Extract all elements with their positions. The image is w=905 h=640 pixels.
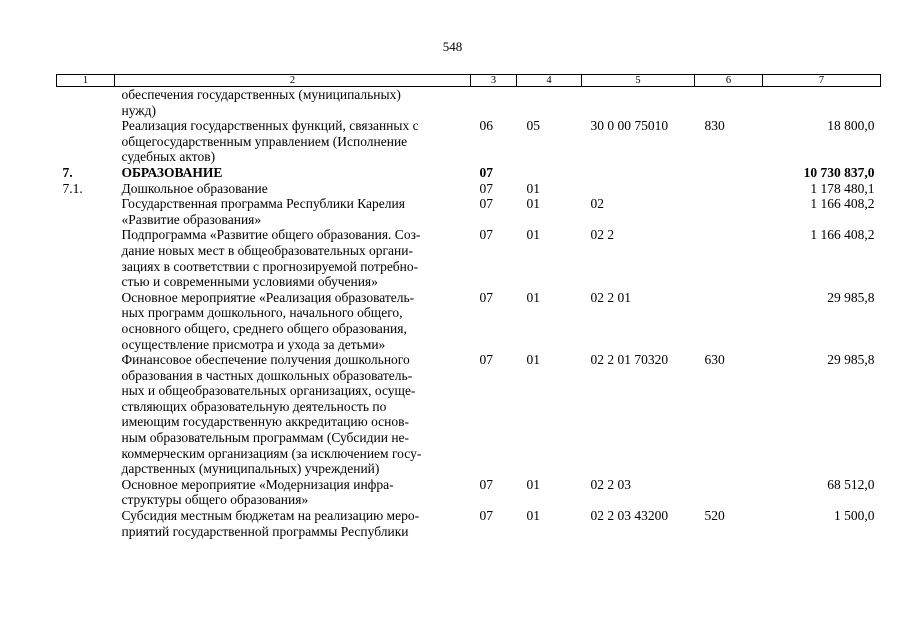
item-name-line: Основное мероприятие «Реализация образователь- — [121, 289, 415, 305]
subsection-code: 01 — [526, 227, 540, 243]
table-row — [57, 508, 881, 539]
item-name-line: структуры общего образования» — [121, 492, 309, 508]
row-number: 7.1. — [62, 180, 83, 196]
amount: 1 178 480,1 — [810, 180, 875, 196]
target-article-code: 02 2 — [590, 227, 615, 243]
item-name-line: образования в частных дошкольных образователь- — [121, 367, 413, 383]
item-name-line: ных программ дошкольного, начального общего, — [121, 305, 403, 321]
subsection-code: 01 — [526, 352, 540, 368]
table-row — [57, 87, 881, 119]
expense-type-code — [695, 227, 763, 289]
section-code: 07 — [479, 289, 493, 305]
amount: 68 512,0 — [827, 476, 875, 492]
expense-type-code — [695, 165, 763, 181]
expense-type-code: 630 — [704, 352, 725, 368]
section-code: 07 — [479, 227, 493, 243]
header-col-3: 3 — [471, 75, 517, 87]
item-name-line: Дошкольное образование — [121, 180, 268, 196]
item-name — [115, 196, 471, 227]
item-name — [115, 181, 471, 197]
expense-type-code — [695, 196, 763, 227]
section-code — [471, 87, 517, 119]
item-name — [115, 290, 471, 352]
table-row — [57, 181, 881, 197]
subsection-code: 05 — [526, 118, 540, 134]
row-number — [57, 352, 115, 477]
amount: 29 985,8 — [827, 289, 875, 305]
item-name-line: основного общего, среднего общего образования, — [121, 320, 407, 336]
row-number — [57, 227, 115, 289]
table-row — [57, 290, 881, 352]
item-name-line: обеспечения государственных (муниципальных) — [121, 87, 401, 102]
target-article-code: 02 2 01 — [590, 289, 631, 305]
item-name-line: имеющим государственную аккредитацию основ- — [121, 414, 409, 430]
row-number — [57, 87, 115, 119]
expense-type-code: 830 — [704, 118, 725, 134]
row-number: 7. — [62, 164, 73, 180]
item-name-line: нужд) — [121, 102, 156, 118]
target-article-code — [582, 87, 695, 119]
item-name-line: ных и общеобразовательных организациях, осуще- — [121, 383, 416, 399]
item-name-line: стью и современными условиями обучения» — [121, 274, 378, 290]
target-article-code: 02 2 03 — [590, 476, 631, 492]
item-name-line: дарственных (муниципальных) учреждений) — [121, 461, 380, 477]
header-col-2: 2 — [115, 75, 471, 87]
row-number — [57, 508, 115, 539]
item-name-line: зациях в соответствии с прогнозируемой потребно- — [121, 258, 419, 274]
target-article-code — [582, 165, 695, 181]
subsection-code — [517, 165, 582, 181]
section-code: 07 — [479, 476, 493, 492]
subsection-code: 01 — [526, 476, 540, 492]
row-number — [57, 477, 115, 508]
expense-type-code: 520 — [704, 508, 725, 524]
subsection-code: 01 — [526, 180, 540, 196]
section-code: 07 — [479, 164, 493, 180]
item-name — [115, 227, 471, 289]
target-article-code: 30 0 00 75010 — [590, 118, 669, 134]
row-number — [57, 290, 115, 352]
table-row — [57, 118, 881, 165]
subsection-code: 01 — [526, 196, 540, 212]
subsection-code: 01 — [526, 289, 540, 305]
item-name — [115, 352, 471, 477]
item-name — [115, 165, 471, 181]
item-name — [115, 118, 471, 165]
item-name-line: коммерческим организациям (за исключением госу- — [121, 445, 422, 461]
item-name-line: Основное мероприятие «Модернизация инфра- — [121, 476, 394, 492]
expense-type-code — [695, 181, 763, 197]
item-name-line: Подпрограмма «Развитие общего образования. Соз- — [121, 227, 421, 243]
section-code: 07 — [479, 196, 493, 212]
amount: 18 800,0 — [827, 118, 875, 134]
section-code: 07 — [479, 508, 493, 524]
target-article-code: 02 2 01 70320 — [590, 352, 669, 368]
item-name-line: Субсидия местным бюджетам на реализацию меро- — [121, 508, 420, 524]
expense-type-code — [695, 290, 763, 352]
table-row — [57, 196, 881, 227]
section-code: 07 — [479, 352, 493, 368]
item-name-line: ОБРАЗОВАНИЕ — [121, 164, 223, 180]
subsection-code: 01 — [526, 508, 540, 524]
header-col-4: 4 — [517, 75, 582, 87]
item-name-line: судебных актов) — [121, 149, 216, 165]
table-row — [57, 227, 881, 289]
amount: 10 730 837,0 — [803, 164, 875, 180]
item-name — [115, 87, 471, 119]
item-name — [115, 508, 471, 539]
header-col-7: 7 — [763, 75, 881, 87]
item-name-line: Государственная программа Республики Карелия — [121, 196, 405, 212]
item-name-line: ным образовательным программам (Субсидии не- — [121, 430, 410, 446]
budget-table — [56, 74, 881, 539]
table-row — [57, 352, 881, 477]
item-name-line: ствляющих образовательную деятельность по — [121, 398, 387, 414]
column-number-header — [57, 75, 881, 87]
header-col-6: 6 — [695, 75, 763, 87]
row-number — [57, 118, 115, 165]
target-article-code: 02 2 03 43200 — [590, 508, 669, 524]
table-body — [57, 87, 881, 540]
expense-type-code — [695, 477, 763, 508]
target-article-code — [582, 181, 695, 197]
row-number — [57, 196, 115, 227]
amount: 1 166 408,2 — [810, 196, 875, 212]
subsection-code — [517, 87, 582, 119]
item-name-line: Финансовое обеспечение получения дошкольного — [121, 352, 410, 368]
target-article-code: 02 — [590, 196, 604, 212]
header-col-1: 1 — [57, 75, 115, 87]
amount: 1 500,0 — [834, 508, 875, 524]
amount — [763, 87, 881, 119]
item-name-line: приятий государственной программы Республики — [121, 523, 409, 539]
table-row — [57, 165, 881, 181]
amount: 29 985,8 — [827, 352, 875, 368]
expense-type-code — [695, 87, 763, 119]
section-code: 06 — [479, 118, 493, 134]
header-col-5: 5 — [582, 75, 695, 87]
item-name-line: «Развитие образования» — [121, 211, 262, 227]
page-number: 548 — [442, 39, 463, 54]
section-code: 07 — [479, 180, 493, 196]
table-row — [57, 477, 881, 508]
amount: 1 166 408,2 — [810, 227, 875, 243]
item-name — [115, 477, 471, 508]
item-name-line: общегосударственным управлением (Исполнение — [121, 133, 408, 149]
item-name-line: дание новых мест в общеобразовательных органи- — [121, 242, 413, 258]
item-name-line: осуществление присмотра и ухода за детьми» — [121, 336, 386, 352]
item-name-line: Реализация государственных функций, связанных с — [121, 118, 419, 134]
